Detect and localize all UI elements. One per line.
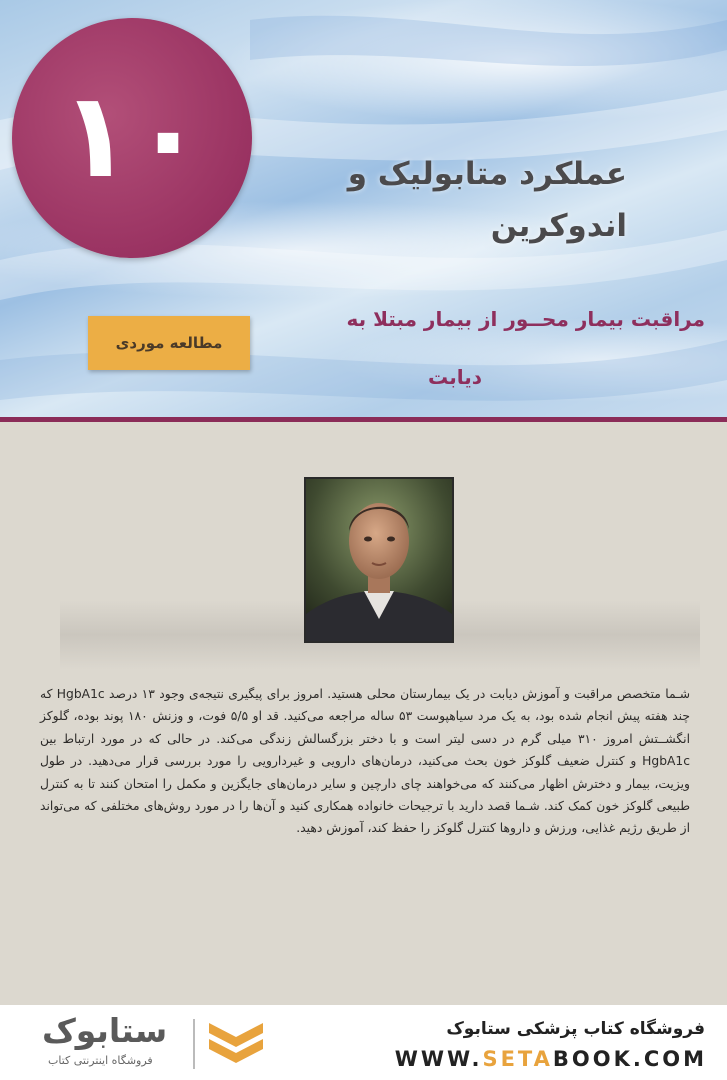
header-divider [0,417,727,422]
chapter-subtitle [265,290,705,406]
case-study-text [40,683,690,840]
logo-separator [193,1019,195,1069]
chapter-number-badge [12,18,252,258]
store-footer [0,1005,727,1080]
store-url-suffix: BOOK.COM [552,1047,707,1071]
store-url-prefix: WWW. [394,1047,483,1071]
store-url-accent: SETA [482,1047,553,1071]
setabook-logo-tagline: فروشگاه اینترنتی کتاب [48,1054,153,1067]
case-study-paragraph: شـما متخصص مراقبت و آموزش دیابت در یک بیمارستان محلی هستید. امروز برای پیگیری نتیجه‌ی وجود ۱۳ درصد HgbA1c که چند هفته پیش انجام شده بود، به یک مرد سیاهپوست ۵۳ ساله مراجعه می‌کنید. قد او ۵/۵ فوت، و وزنش ۱۸۰ پوند بوده، گلوکز انگشــتش امروز ۳۱۰ میلی گرم در دسی لیتر است و با دختر بزرگسالش زندگی می‌کند. در حالی که در مورد ارتباط بین HgbA1c و کنترل ضعیف گلوکز خون بحث می‌کنید، درمان‌های دارویی و غیردارویی را مورد بررسی قرار می‌دهید. در طول ویزیت، بیمار و دخترش اظهار می‌کنند که می‌خواهند چای دارچین و سایر درمان‌های جایگزین و مکمل را امتحان کنند تا به کنترل طبیعی گلوکز خون کمک کند. شـما قصد دارید با ترجیحات خانواده همکاری کنید و آن‌ها را در مورد روش‌های مختلفی که می‌تواند از طریق رژیم غذایی، ورزش و داروها کنترل گلوکز را حفظ کند، آموزش دهید. [40,687,690,836]
store-name: فروشگاه کتاب پزشکی ستابوک [446,1019,705,1039]
chapter-title [267,148,627,252]
chapter-title-line-2: اندوکرین [490,208,627,244]
chapter-header [0,0,727,418]
chapter-title-line-1: عملکرد متابولیک و [347,156,627,192]
chapter-number: ۱۰ [59,66,205,204]
setabook-logo-wordmark: ستابوک [42,1011,168,1050]
chapter-subtitle-line-1: مراقبت بیمار محــور از بیمار مبتلا به [346,307,705,331]
store-url-link[interactable] [395,1047,707,1071]
setabook-logo-icon [205,1015,267,1071]
chapter-subtitle-line-2: دیابت [428,365,482,389]
case-study-label: مطالعه موردی [88,316,250,370]
patient-portrait [304,477,454,643]
patient-portrait-art [306,479,452,641]
